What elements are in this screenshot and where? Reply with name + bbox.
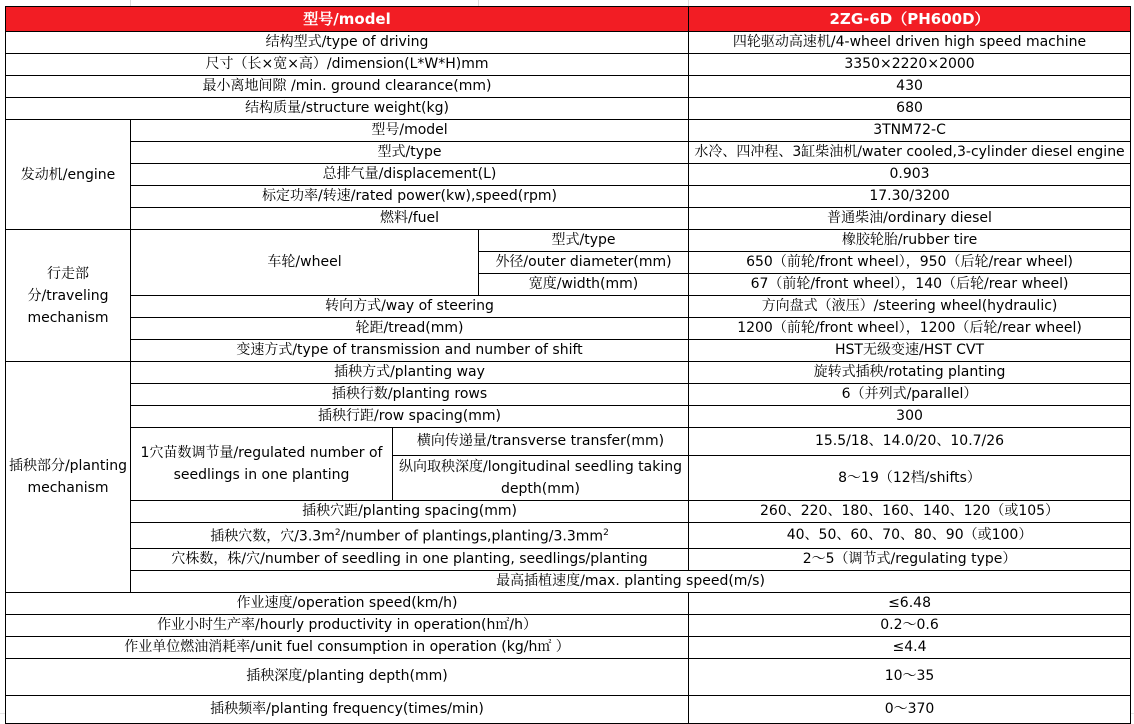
table-row [6, 186, 1131, 208]
param-value[interactable]: 3350×2220×2000 [689, 54, 1131, 76]
param-label[interactable]: 标定功率/转速/rated power(kw),speed(rpm) [131, 186, 689, 208]
param-label[interactable]: 插秧深度/planting depth(mm) [6, 658, 689, 695]
param-value[interactable]: ≤4.4 [689, 636, 1131, 658]
param-label[interactable]: 插秧方式/planting way [131, 362, 689, 384]
param-value[interactable]: ≤6.48 [689, 592, 1131, 614]
param-label[interactable]: 总排气量/displacement(L) [131, 164, 689, 186]
table-row [6, 76, 1131, 98]
param-label[interactable]: 横向传递量/transverse transfer(mm) [393, 428, 689, 456]
param-label[interactable]: 插秧穴距/planting spacing(mm) [131, 501, 689, 523]
param-value[interactable]: 8～19（12档/shifts） [689, 456, 1131, 501]
param-value[interactable]: 0～370 [689, 695, 1131, 723]
param-label[interactable]: 外径/outer diameter(mm) [479, 252, 689, 274]
param-label[interactable]: 纵向取秧深度/longitudinal seedling taking depth(mm) [393, 456, 689, 501]
param-value[interactable]: 1200（前轮/front wheel），1200（后轮/rear wheel) [689, 318, 1131, 340]
wheel-group-cell[interactable]: 车轮/wheel [131, 230, 479, 296]
param-label[interactable]: 型号/model [131, 120, 689, 142]
param-label[interactable] [131, 523, 689, 549]
table-row [6, 548, 1131, 570]
table-row [6, 614, 1131, 636]
param-label[interactable]: 插秧频率/planting frequency(times/min) [6, 695, 689, 723]
table-row [6, 523, 1131, 549]
param-value[interactable]: 橡胶轮胎/rubber tire [689, 230, 1131, 252]
param-value[interactable]: 水冷、四冲程、3缸柴油机/water cooled,3-cylinder diesel engine [689, 142, 1131, 164]
plantings-label-a: 插秧穴数，穴/3.3m [210, 528, 335, 545]
table-row [6, 501, 1131, 523]
param-value[interactable]: 普通柴油/ordinary diesel [689, 208, 1131, 230]
table-row [6, 340, 1131, 362]
param-label[interactable]: 结构质量/structure weight(kg) [6, 98, 689, 120]
engine-group-cell[interactable]: 发动机/engine [6, 120, 131, 230]
param-label[interactable]: 尺寸（长×宽×高）/dimension(L*W*H)mm [6, 54, 689, 76]
table-row [6, 54, 1131, 76]
planting-group-cell[interactable]: 插秧部分/planting mechanism [6, 362, 131, 593]
table-row [6, 120, 1131, 142]
param-value[interactable]: 2～5（调节式/regulating type） [689, 548, 1131, 570]
param-label[interactable]: 型式/type [131, 142, 689, 164]
header-value-cell[interactable]: 2ZG-6D（PH600D） [689, 7, 1131, 32]
param-value[interactable]: 260、220、180、160、140、120（或105） [689, 501, 1131, 523]
header-row [6, 7, 1131, 32]
table-row [6, 164, 1131, 186]
table-row [6, 592, 1131, 614]
param-label[interactable]: 最小离地间隙 /min. ground clearance(mm) [6, 76, 689, 98]
param-value[interactable]: 17.30/3200 [689, 186, 1131, 208]
table-row [6, 406, 1131, 428]
param-label[interactable]: 变速方式/type of transmission and number of shift [131, 340, 689, 362]
param-label[interactable]: 燃料/fuel [131, 208, 689, 230]
param-value[interactable]: 680 [689, 98, 1131, 120]
traveling-group-cell[interactable]: 行走部分/traveling mechanism [6, 230, 131, 362]
param-label[interactable]: 型式/type [479, 230, 689, 252]
param-label[interactable]: 作业小时生产率/hourly productivity in operation(h㎡/h） [6, 614, 689, 636]
table-row [6, 230, 1131, 252]
param-label[interactable]: 穴株数，株/穴/number of seedling in one planting, seedlings/planting [131, 548, 689, 570]
param-label[interactable]: 作业速度/operation speed(km/h) [6, 592, 689, 614]
table-row [6, 32, 1131, 54]
table-row [6, 658, 1131, 695]
param-label[interactable]: 最高插植速度/max. planting speed(m/s) [131, 570, 1131, 592]
param-value[interactable]: 四轮驱动高速机/4-wheel driven high speed machine [689, 32, 1131, 54]
param-value[interactable]: 300 [689, 406, 1131, 428]
plantings-label-b: /number of plantings,planting/3.3mm [340, 528, 604, 545]
param-value[interactable]: 10～35 [689, 658, 1131, 695]
table-row [6, 208, 1131, 230]
param-label[interactable]: 宽度/width(mm) [479, 274, 689, 296]
table-row [6, 142, 1131, 164]
table-row [6, 428, 1131, 456]
param-value[interactable]: 旋转式插秧/rotating planting [689, 362, 1131, 384]
param-value[interactable]: 15.5/18、14.0/20、10.7/26 [689, 428, 1131, 456]
param-label[interactable]: 作业单位燃油消耗率/unit fuel consumption in operation (kg/h㎡ ） [6, 636, 689, 658]
table-row [6, 98, 1131, 120]
table-row [6, 695, 1131, 723]
param-value[interactable]: 40、50、60、70、80、90（或100） [689, 523, 1131, 549]
param-value[interactable]: 430 [689, 76, 1131, 98]
param-value[interactable]: 0.903 [689, 164, 1131, 186]
table-row [6, 636, 1131, 658]
param-value[interactable]: 67（前轮/front wheel），140（后轮/rear wheel) [689, 274, 1131, 296]
table-row [6, 384, 1131, 406]
param-label[interactable]: 结构型式/type of driving [6, 32, 689, 54]
param-value[interactable]: 650（前轮/front wheel），950（后轮/rear wheel) [689, 252, 1131, 274]
table-row [6, 296, 1131, 318]
param-value[interactable]: 0.2～0.6 [689, 614, 1131, 636]
header-param-cell[interactable]: 型号/model [6, 7, 689, 32]
param-label[interactable]: 插秧行数/planting rows [131, 384, 689, 406]
param-value[interactable]: HST无级变速/HST CVT [689, 340, 1131, 362]
spec-table [5, 6, 1131, 724]
param-label[interactable]: 插秧行距/row spacing(mm) [131, 406, 689, 428]
param-value[interactable]: 3TNM72-C [689, 120, 1131, 142]
param-value[interactable]: 方向盘式（液压）/steering wheel(hydraulic) [689, 296, 1131, 318]
plantings-sup-b: 2 [603, 528, 609, 538]
param-label[interactable]: 轮距/tread(mm) [131, 318, 689, 340]
seedling-group-cell[interactable]: 1穴苗数调节量/regulated number of seedlings in one planting [131, 428, 393, 501]
plantings-sup-a: 2 [334, 528, 341, 538]
param-value[interactable]: 6（并列式/parallel） [689, 384, 1131, 406]
table-row [6, 570, 1131, 592]
param-label[interactable]: 转向方式/way of steering [131, 296, 689, 318]
table-row [6, 362, 1131, 384]
table-row [6, 318, 1131, 340]
